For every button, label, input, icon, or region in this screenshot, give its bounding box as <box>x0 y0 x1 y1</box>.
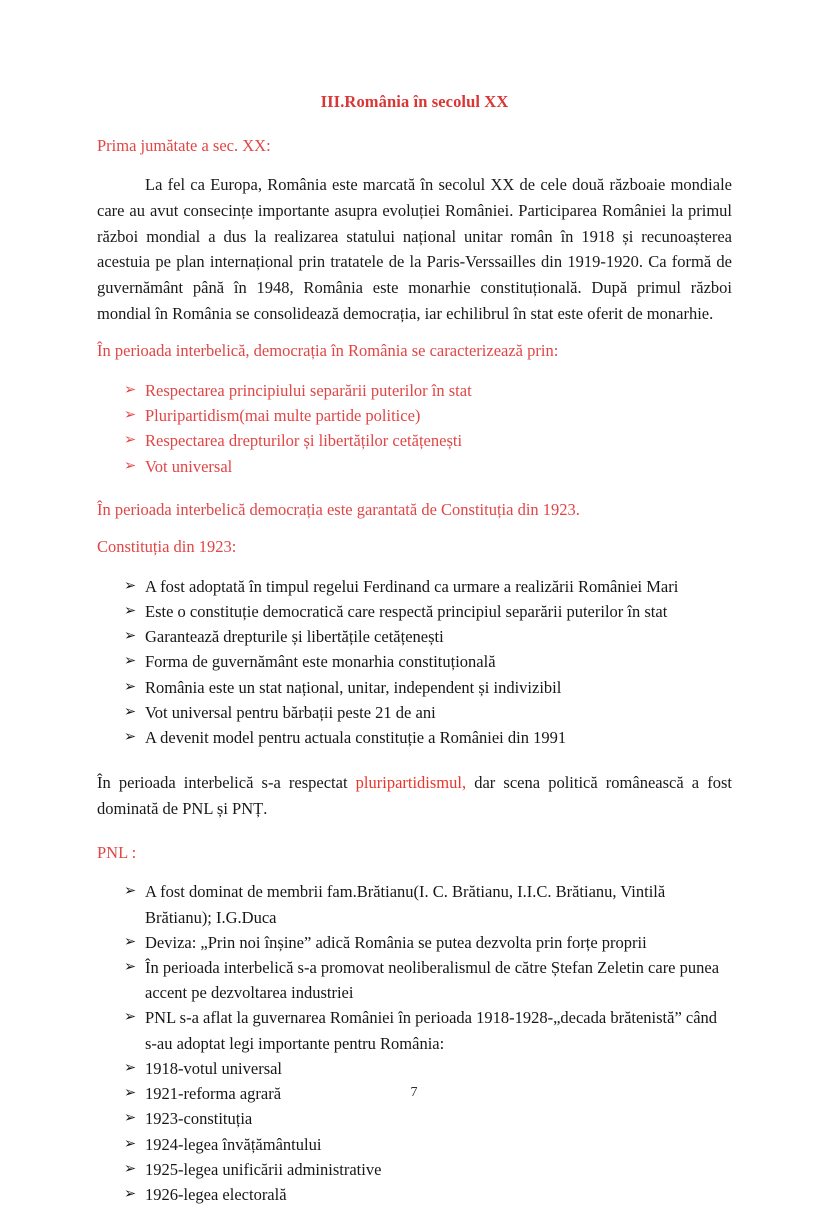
heading-first-half-century: Prima jumătate a sec. XX: <box>97 135 271 155</box>
list-item <box>97 649 732 674</box>
arrow-bullet-icon: ➢ <box>124 628 137 645</box>
list-item-label: 1926-legea electorală <box>145 1185 287 1205</box>
list-item <box>97 1182 732 1207</box>
list-item <box>97 1106 732 1131</box>
heading-pnl: PNL : <box>97 842 137 862</box>
arrow-bullet-icon: ➢ <box>124 653 137 670</box>
arrow-bullet-icon: ➢ <box>124 457 137 474</box>
page-content <box>97 92 732 1221</box>
multiparty-highlight: pluripartidismul, <box>355 773 467 793</box>
page-number: 7 <box>410 1085 418 1100</box>
arrow-bullet-icon: ➢ <box>124 1085 137 1102</box>
list-item <box>97 624 732 649</box>
list-item <box>97 675 732 700</box>
list-item <box>97 454 732 479</box>
multiparty-paragraph <box>97 770 732 821</box>
list-item-label: Vot universal pentru bărbații peste 21 de ani <box>145 702 436 722</box>
list-item <box>97 403 732 428</box>
list-item <box>97 428 732 453</box>
arrow-bullet-icon: ➢ <box>124 1135 137 1152</box>
arrow-bullet-icon: ➢ <box>124 703 137 720</box>
list-item <box>97 599 732 624</box>
list-item-label: A fost dominat de membrii fam.Brătianu(I. C. Brătianu, I.I.C. Brătianu, Vintilă Brătianu); I.G.Duca <box>145 882 666 927</box>
intro-paragraph: La fel ca Europa, România este marcată în secolul XX de cele două războaie mondiale care au avut consecințe importante asupra evoluției României. Participarea României la primul război mondial a dus la realizarea statului național unitar român în 1918 și recunoașterea acestuia pe plan internațional prin tratatele de la Paris-Verssailles din 1919-1920. Ca formă de guvernământ până în 1948, România este monarhie constituțională. După primul război mondial în România se consolidează democrația, iar echilibrul în stat este oferit de monarhie. <box>97 175 732 323</box>
list-item-label: 1918-votul universal <box>145 1058 283 1078</box>
list-item-label: A fost adoptată în timpul regelui Ferdinand ca urmare a realizării României Mari <box>145 576 679 596</box>
arrow-bullet-icon: ➢ <box>124 381 137 398</box>
multiparty-text-before: În perioada interbelică s-a respectat <box>97 773 356 793</box>
arrow-bullet-icon: ➢ <box>124 432 137 449</box>
arrow-bullet-icon: ➢ <box>124 407 137 424</box>
arrow-bullet-icon: ➢ <box>124 958 137 975</box>
list-item <box>97 955 732 1005</box>
page-title: III.România în secolul XX <box>320 92 509 111</box>
list-item <box>97 1157 732 1182</box>
heading-democracy-characteristics: În perioada interbelică, democrația în România se caracterizează prin: <box>97 341 559 361</box>
list-item-label: 1921-reforma agrară <box>145 1084 282 1104</box>
arrow-bullet-icon: ➢ <box>124 729 137 746</box>
list-item-label: 1925-legea unificării administrative <box>145 1159 382 1179</box>
democracy-characteristics-list <box>97 378 732 479</box>
list-item-label: Deviza: „Prin noi înșine” adică România se putea dezvolta prin forțe proprii <box>145 932 647 952</box>
list-item-label: În perioada interbelică s-a promovat neoliberalismul de către Ștefan Zeletin care punea accent pe dezvoltarea industriei <box>145 957 720 1003</box>
arrow-bullet-icon: ➢ <box>124 602 137 619</box>
list-item-label: A devenit model pentru actuala constituție a României din 1991 <box>145 728 567 748</box>
list-item <box>97 378 732 403</box>
list-item-label: Respectarea principiului separării puterilor în stat <box>145 380 472 400</box>
list-item-label: Vot universal <box>145 456 233 476</box>
list-item-label: 1924-legea învățământului <box>145 1134 322 1154</box>
list-item-label: Pluripartidism(mai multe partide politice) <box>145 406 421 426</box>
arrow-bullet-icon: ➢ <box>124 1059 137 1076</box>
arrow-bullet-icon: ➢ <box>124 1110 137 1127</box>
arrow-bullet-icon: ➢ <box>124 678 137 695</box>
list-item <box>97 725 732 750</box>
arrow-bullet-icon: ➢ <box>124 577 137 594</box>
list-item <box>97 930 732 955</box>
list-item-label: România este un stat național, unitar, independent și indivizibil <box>145 677 562 697</box>
arrow-bullet-icon: ➢ <box>124 933 137 950</box>
list-item-label: PNL s-a aflat la guvernarea României în perioada 1918-1928-„decada brătenistă” când s-au adoptat legi importante pentru România: <box>145 1008 718 1053</box>
list-item-label: Este o constituție democratică care respectă principiul separării puterilor în stat <box>145 601 668 621</box>
heading-democracy-guaranteed: În perioada interbelică democrația este garantată de Constituția din 1923. <box>97 499 580 519</box>
arrow-bullet-icon: ➢ <box>124 1186 137 1203</box>
list-item <box>97 574 732 599</box>
pnl-facts-list <box>97 879 732 1207</box>
list-item-label: 1923-constituția <box>145 1109 253 1129</box>
arrow-bullet-icon: ➢ <box>124 883 137 900</box>
list-item <box>97 1056 732 1081</box>
heading-constitution-1923: Constituția din 1923: <box>97 537 237 557</box>
arrow-bullet-icon: ➢ <box>124 1009 137 1026</box>
arrow-bullet-icon: ➢ <box>124 1160 137 1177</box>
multiparty-text-after: dar scena politică românească a fost dominată de PNL și PNȚ. <box>97 773 732 819</box>
list-item-label: Forma de guvernământ este monarhia constituțională <box>145 652 496 672</box>
list-item-label: Respectarea drepturilor și libertăților cetățenești <box>145 431 463 451</box>
constitution-features-list <box>97 574 732 751</box>
list-item <box>97 1005 732 1055</box>
list-item-label: Garantează drepturile și libertățile cetățenești <box>145 627 444 647</box>
list-item <box>97 1132 732 1157</box>
list-item <box>97 879 732 929</box>
list-item <box>97 700 732 725</box>
